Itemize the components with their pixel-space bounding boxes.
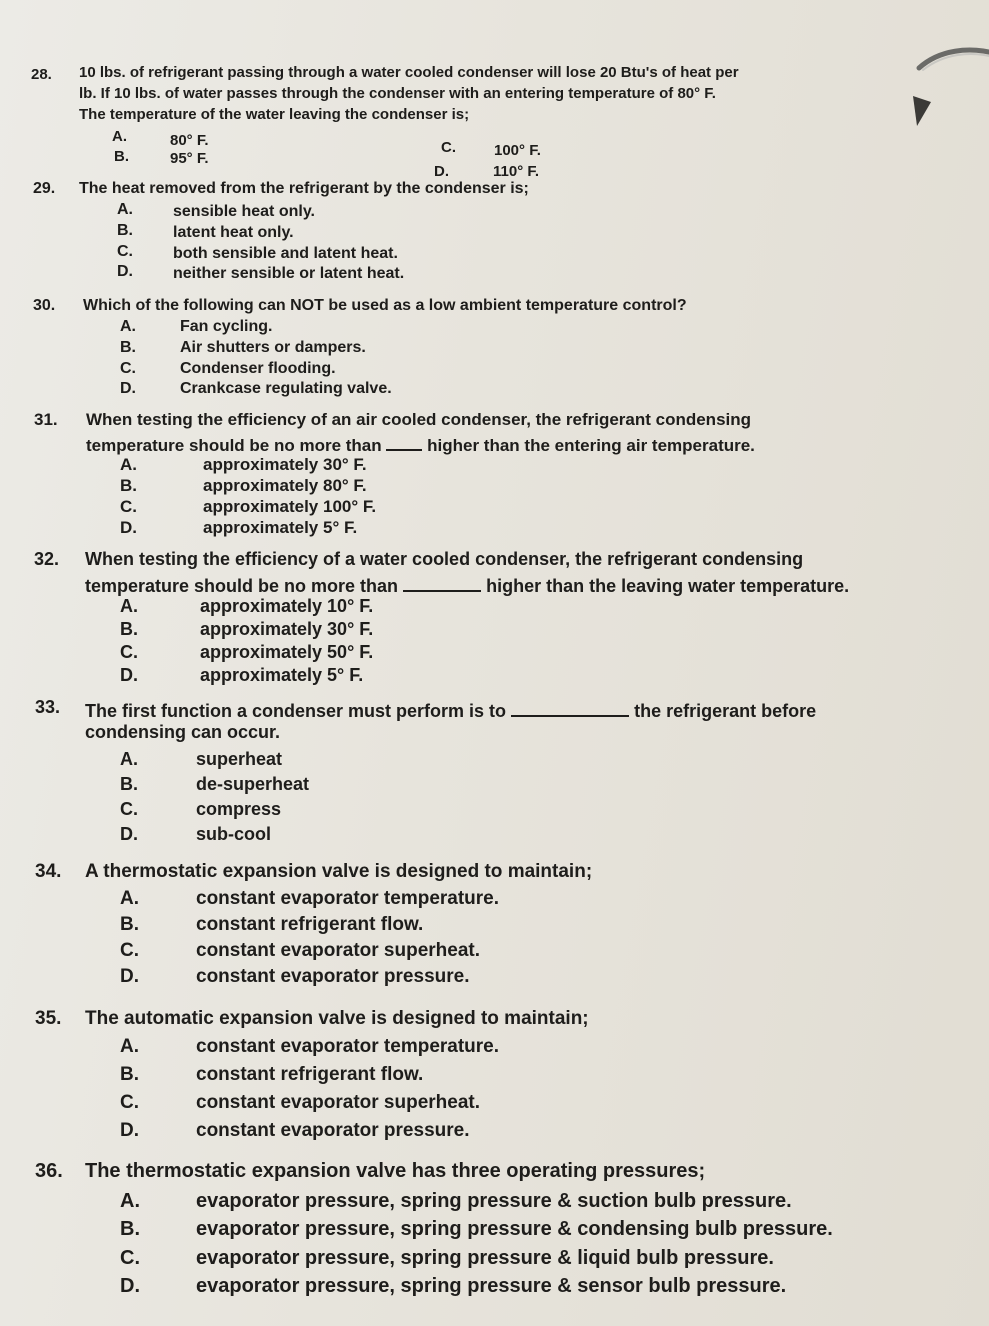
option-text: Crankcase regulating valve. — [180, 380, 392, 397]
question-number: 32. — [34, 549, 60, 569]
option-text: approximately 10° F. — [200, 596, 374, 616]
question-text-part: higher than the entering air temperature. — [427, 436, 755, 455]
option-text: constant evaporator temperature. — [196, 888, 500, 909]
option-text: constant evaporator superheat. — [196, 1092, 481, 1113]
option-text: approximately 30° F. — [203, 455, 367, 474]
question-number: 35. — [35, 1008, 62, 1029]
option-text: constant refrigerant flow. — [196, 1064, 424, 1085]
option-letter: A. — [117, 201, 133, 218]
option-letter: A. — [120, 1036, 139, 1057]
option-text: latent heat only. — [173, 224, 294, 241]
option-letter: A. — [120, 888, 139, 909]
option-letter: C. — [120, 1247, 140, 1269]
option-letter: B. — [120, 339, 136, 356]
option-text: superheat — [196, 749, 283, 769]
option-text: approximately 5° F. — [200, 665, 364, 685]
option-text: approximately 30° F. — [200, 619, 374, 639]
option-letter: D. — [120, 380, 136, 397]
question-text: The heat removed from the refrigerant by the condenser is; — [79, 180, 529, 197]
option-letter: D. — [120, 665, 138, 685]
option-letter: D. — [117, 263, 133, 280]
option-letter: B. — [120, 1218, 140, 1240]
option-text: 110° F. — [493, 163, 540, 180]
option-letter: D. — [120, 1120, 139, 1141]
option-letter: A. — [120, 455, 137, 474]
question-text-part: The first function a condenser must perform is to — [85, 701, 507, 721]
option-text: evaporator pressure, spring pressure & condensing bulb pressure. — [196, 1218, 833, 1240]
option-letter: A. — [120, 596, 138, 616]
option-letter: B. — [120, 1064, 139, 1085]
option-letter: D. — [434, 163, 449, 180]
option-letter: D. — [120, 518, 137, 537]
option-letter: C. — [117, 243, 133, 260]
question-text: lb. If 10 lbs. of water passes through the condenser with an entering temperature of 80° F. — [79, 85, 716, 102]
question-text — [86, 432, 755, 456]
option-letter: C. — [441, 139, 456, 156]
option-letter: C. — [120, 642, 138, 662]
question-text: 10 lbs. of refrigerant passing through a water cooled condenser will lose 20 Btu's of heat per — [79, 64, 739, 81]
option-letter: A. — [120, 318, 136, 335]
question-text — [85, 572, 849, 597]
option-letter: A. — [120, 1190, 140, 1212]
question-text: Which of the following can NOT be used as a low ambient temperature control? — [83, 297, 687, 314]
option-letter: A. — [120, 749, 138, 769]
question-text: The temperature of the water leaving the condenser is; — [79, 106, 470, 123]
option-letter: D. — [120, 1275, 140, 1297]
option-text: evaporator pressure, spring pressure & liquid bulb pressure. — [196, 1247, 774, 1269]
option-letter: B. — [120, 914, 139, 935]
answer-blank[interactable] — [511, 697, 629, 717]
question-text-part: the refrigerant before — [634, 701, 817, 721]
option-text: constant refrigerant flow. — [196, 914, 424, 935]
question-number: 28. — [31, 66, 52, 83]
option-letter: B. — [117, 222, 133, 239]
option-letter: C. — [120, 497, 137, 516]
option-letter: D. — [120, 966, 139, 987]
question-number: 30. — [33, 297, 56, 314]
option-text: approximately 50° F. — [200, 642, 374, 662]
option-letter: D. — [120, 824, 138, 844]
option-text: 80° F. — [170, 132, 209, 149]
option-text: Air shutters or dampers. — [180, 339, 366, 356]
question-text: When testing the efficiency of an air cooled condenser, the refrigerant condensing — [86, 410, 752, 429]
option-text: 100° F. — [494, 142, 541, 159]
question-text — [85, 697, 816, 722]
option-letter: C. — [120, 799, 138, 819]
option-letter: C. — [120, 360, 136, 377]
option-letter: B. — [120, 774, 138, 794]
question-text: condensing can occur. — [85, 722, 281, 742]
question-number: 34. — [35, 861, 62, 882]
question-number: 31. — [34, 410, 58, 429]
option-text: constant evaporator pressure. — [196, 966, 470, 987]
question-text-part: higher than the leaving water temperature. — [486, 576, 850, 596]
option-text: evaporator pressure, spring pressure & suction bulb pressure. — [196, 1190, 792, 1212]
option-letter: B. — [120, 619, 138, 639]
option-text: evaporator pressure, spring pressure & sensor bulb pressure. — [196, 1275, 787, 1297]
option-text: compress — [196, 799, 282, 819]
option-letter: B. — [114, 148, 129, 165]
binder-clip-icon — [909, 40, 989, 150]
option-text: sensible heat only. — [173, 203, 315, 220]
option-letter: B. — [120, 476, 137, 495]
question-text-part: temperature should be no more than — [86, 436, 382, 455]
question-text: A thermostatic expansion valve is designed to maintain; — [85, 861, 593, 882]
option-text: constant evaporator temperature. — [196, 1036, 500, 1057]
question-text: The automatic expansion valve is designed to maintain; — [85, 1008, 589, 1029]
answer-blank[interactable] — [403, 572, 481, 592]
option-letter: C. — [120, 1092, 139, 1113]
option-text: approximately 100° F. — [203, 497, 377, 516]
option-text: both sensible and latent heat. — [173, 245, 398, 262]
question-text-part: temperature should be no more than — [85, 576, 399, 596]
option-text: sub-cool — [196, 824, 271, 844]
option-text: neither sensible or latent heat. — [173, 265, 405, 282]
question-text: When testing the efficiency of a water cooled condenser, the refrigerant condensing — [85, 549, 804, 569]
option-text: constant evaporator superheat. — [196, 940, 481, 961]
option-text: Condenser flooding. — [180, 360, 336, 377]
answer-blank[interactable] — [386, 432, 422, 451]
option-text: approximately 80° F. — [203, 476, 367, 495]
question-number: 29. — [33, 180, 56, 197]
option-text: de-superheat — [196, 774, 310, 794]
option-text: constant evaporator pressure. — [196, 1120, 470, 1141]
option-letter: A. — [112, 128, 127, 145]
option-text: 95° F. — [170, 150, 209, 167]
question-text: The thermostatic expansion valve has three operating pressures; — [85, 1160, 706, 1182]
option-letter: C. — [120, 940, 139, 961]
option-text: Fan cycling. — [180, 318, 273, 335]
question-number: 36. — [35, 1160, 63, 1182]
question-number: 33. — [35, 697, 61, 717]
option-text: approximately 5° F. — [203, 518, 358, 537]
